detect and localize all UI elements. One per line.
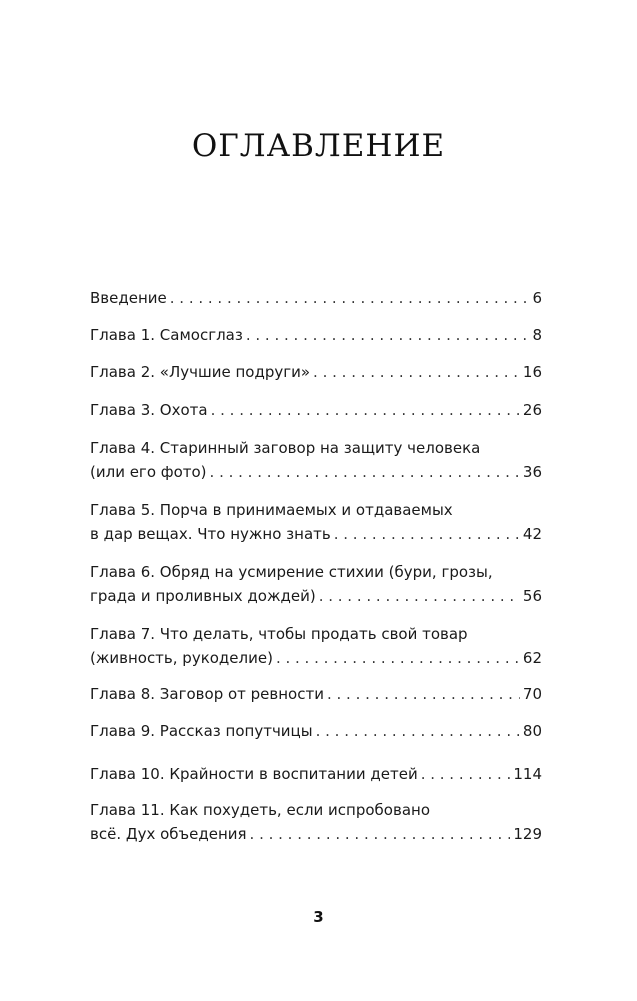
toc-entry-chapter-1 [90,323,542,347]
toc-entry-page: 16 [522,363,542,381]
toc-entry-title: Введение [90,289,167,307]
page-number: 3 [313,908,324,926]
leader-dots [170,286,530,310]
toc-entry-page: 8 [532,326,542,344]
toc-entry-chapter-7 [90,622,542,670]
toc-entry-title: Глава 10. Крайности в воспитании детей [90,765,418,783]
toc-entry-chapter-2 [90,360,542,384]
toc-entry-page: 36 [522,463,542,481]
toc-entry-title-line1: Глава 7. Что делать, чтобы продать свой товар [90,625,468,643]
toc-entry-page: 114 [513,765,542,783]
toc-entry-title-line1: Глава 11. Как похудеть, если испробовано [90,801,430,819]
toc-entry-title-line1: Глава 4. Старинный заговор на защиту человека [90,439,481,457]
toc-entry-chapter-4 [90,436,542,484]
toc-entry-title: Глава 3. Охота [90,401,208,419]
toc-entry-title: Глава 9. Рассказ попутчицы [90,722,313,740]
toc-entry-chapter-10 [90,762,542,786]
toc-entry-page: 26 [522,401,542,419]
leader-dots [319,584,520,608]
toc-entry-page: 129 [513,825,542,843]
toc-entry-page: 42 [522,525,542,543]
leader-dots [211,398,520,422]
leader-dots [313,360,520,384]
toc-entry-page: 80 [522,722,542,740]
toc-entry-chapter-11 [90,798,542,846]
toc-entry-title-line1: Глава 5. Порча в принимаемых и отдаваемых [90,501,453,519]
toc-entry-title: в дар вещах. Что нужно знать [90,525,331,543]
toc-entry-title: града и проливных дождей) [90,587,316,605]
toc-entry-page: 6 [532,289,542,307]
leader-dots [246,323,530,347]
toc-entry-intro [90,286,542,310]
toc-entry-chapter-6 [90,560,542,608]
leader-dots [316,719,520,743]
toc-entry-page: 70 [522,685,542,703]
toc-entry-page: 56 [522,587,542,605]
toc-entry-title-line1: Глава 6. Обряд на усмирение стихии (бури, грозы, [90,563,493,581]
leader-dots [421,762,511,786]
toc-entry-title: (живность, рукоделие) [90,649,273,667]
leader-dots [210,460,520,484]
page-title: ОГЛАВЛЕНИЕ [191,128,446,164]
leader-dots [250,822,511,846]
toc-entry-chapter-8 [90,682,542,706]
toc-entry-chapter-3 [90,398,542,422]
toc-entry-title: (или его фото) [90,463,207,481]
toc-entry-title: всё. Дух объедения [90,825,247,843]
toc-entry-title: Глава 8. Заговор от ревности [90,685,324,703]
toc-entry-title: Глава 1. Самосглаз [90,326,243,344]
toc-entry-chapter-5 [90,498,542,546]
toc-entry-title: Глава 2. «Лучшие подруги» [90,363,311,381]
toc-entry-page: 62 [522,649,542,667]
leader-dots [334,522,520,546]
leader-dots [276,646,520,670]
toc-entry-chapter-9 [90,719,542,743]
leader-dots [327,682,520,706]
